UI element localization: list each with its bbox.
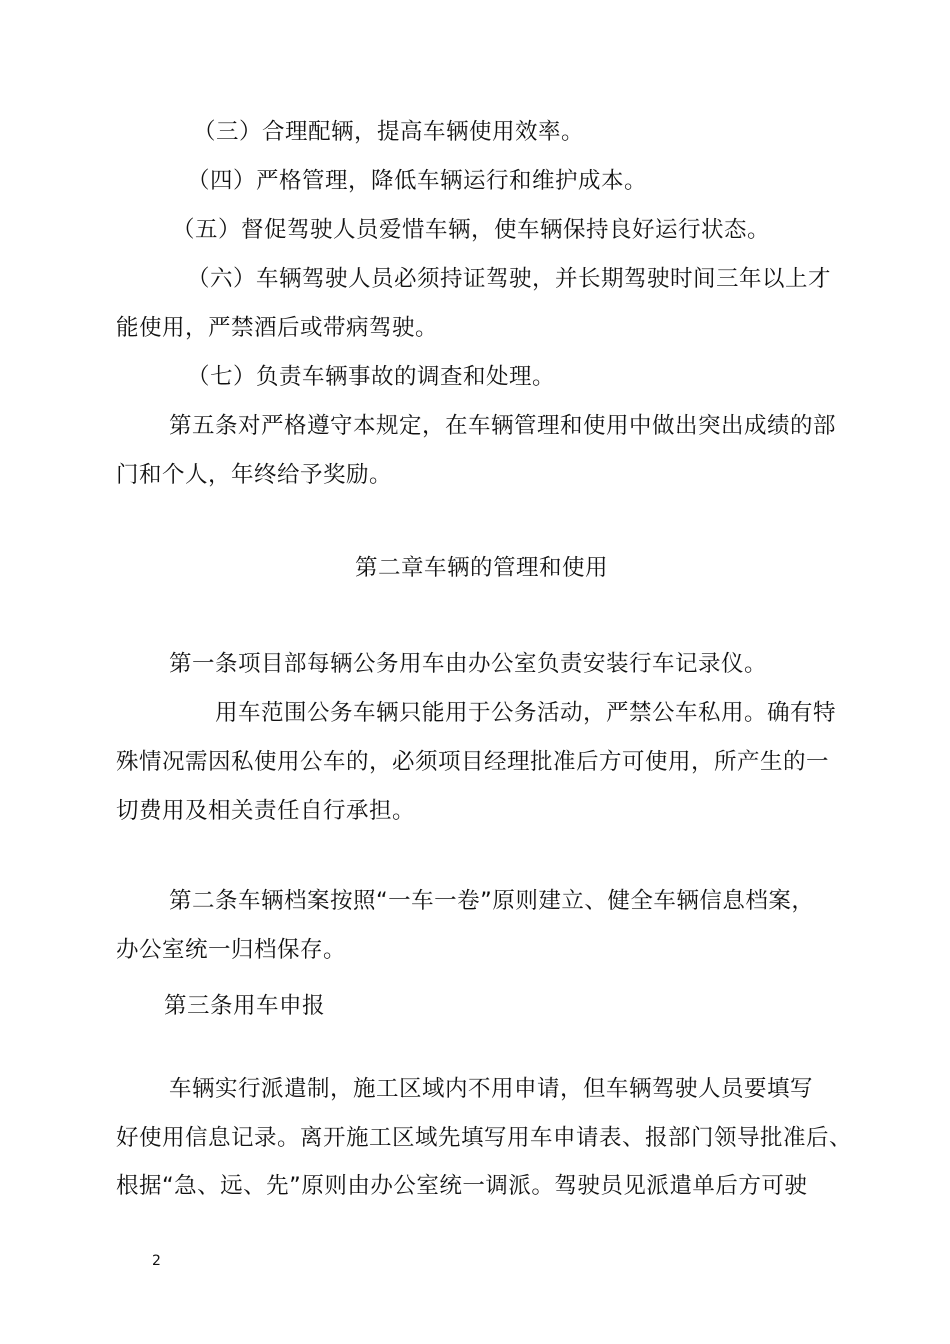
article-5-line-1: 第五条对严格遵守本规定，在车辆管理和使用中做出突出成绩的部 bbox=[169, 413, 837, 439]
chapter-2-article-2-line-2: 办公室统一归档保存。 bbox=[116, 937, 347, 963]
usage-scope-line-2: 殊情况需因私使用公车的，必须项目经理批准后方可使用，所产生的一 bbox=[116, 749, 830, 775]
chapter-2-article-2-line-1: 第二条车辆档案按照“一车一卷”原则建立、健全车辆信息档案， bbox=[169, 888, 815, 914]
chapter-2-article-3-heading: 第三条用车申报 bbox=[164, 993, 326, 1019]
chapter-heading: 第二章车辆的管理和使用 bbox=[355, 555, 609, 581]
item-6-line-1: （六）车辆驾驶人员必须持证驾驶，并长期驾驶时间三年以上才 bbox=[187, 266, 832, 292]
dispatch-line-1: 车辆实行派遣制，施工区域内不用申请，但车辆驾驶人员要填写 bbox=[169, 1076, 814, 1102]
item-7-line-1: （七）负责车辆事故的调查和处理。 bbox=[187, 364, 556, 390]
item-5-line-1: （五）督促驾驶人员爱惜车辆，使车辆保持良好运行状态。 bbox=[172, 217, 771, 243]
dispatch-line-2: 好使用信息记录。离开施工区域先填写用车申请表、报部门领导批准后、 bbox=[116, 1125, 853, 1151]
item-4-line-1: （四）严格管理，降低车辆运行和维护成本。 bbox=[187, 168, 648, 194]
usage-scope-line-1: 用车范围公务车辆只能用于公务活动，严禁公车私用。确有特 bbox=[215, 700, 837, 726]
dispatch-line-3: 根据“急、远、先”原则由办公室统一调派。驾驶员见派遣单后方可驶 bbox=[116, 1173, 808, 1199]
item-3-line-1: （三）合理配辆，提高车辆使用效率。 bbox=[193, 119, 585, 145]
usage-scope-line-3: 切费用及相关责任自行承担。 bbox=[116, 798, 416, 824]
page-number: 2 bbox=[152, 1253, 161, 1269]
item-6-line-2: 能使用，严禁酒后或带病驾驶。 bbox=[116, 315, 439, 341]
article-5-line-2: 门和个人，年终给予奖励。 bbox=[116, 462, 393, 488]
chapter-2-article-1-line-1: 第一条项目部每辆公务用车由办公室负责安装行车记录仪。 bbox=[169, 651, 768, 677]
